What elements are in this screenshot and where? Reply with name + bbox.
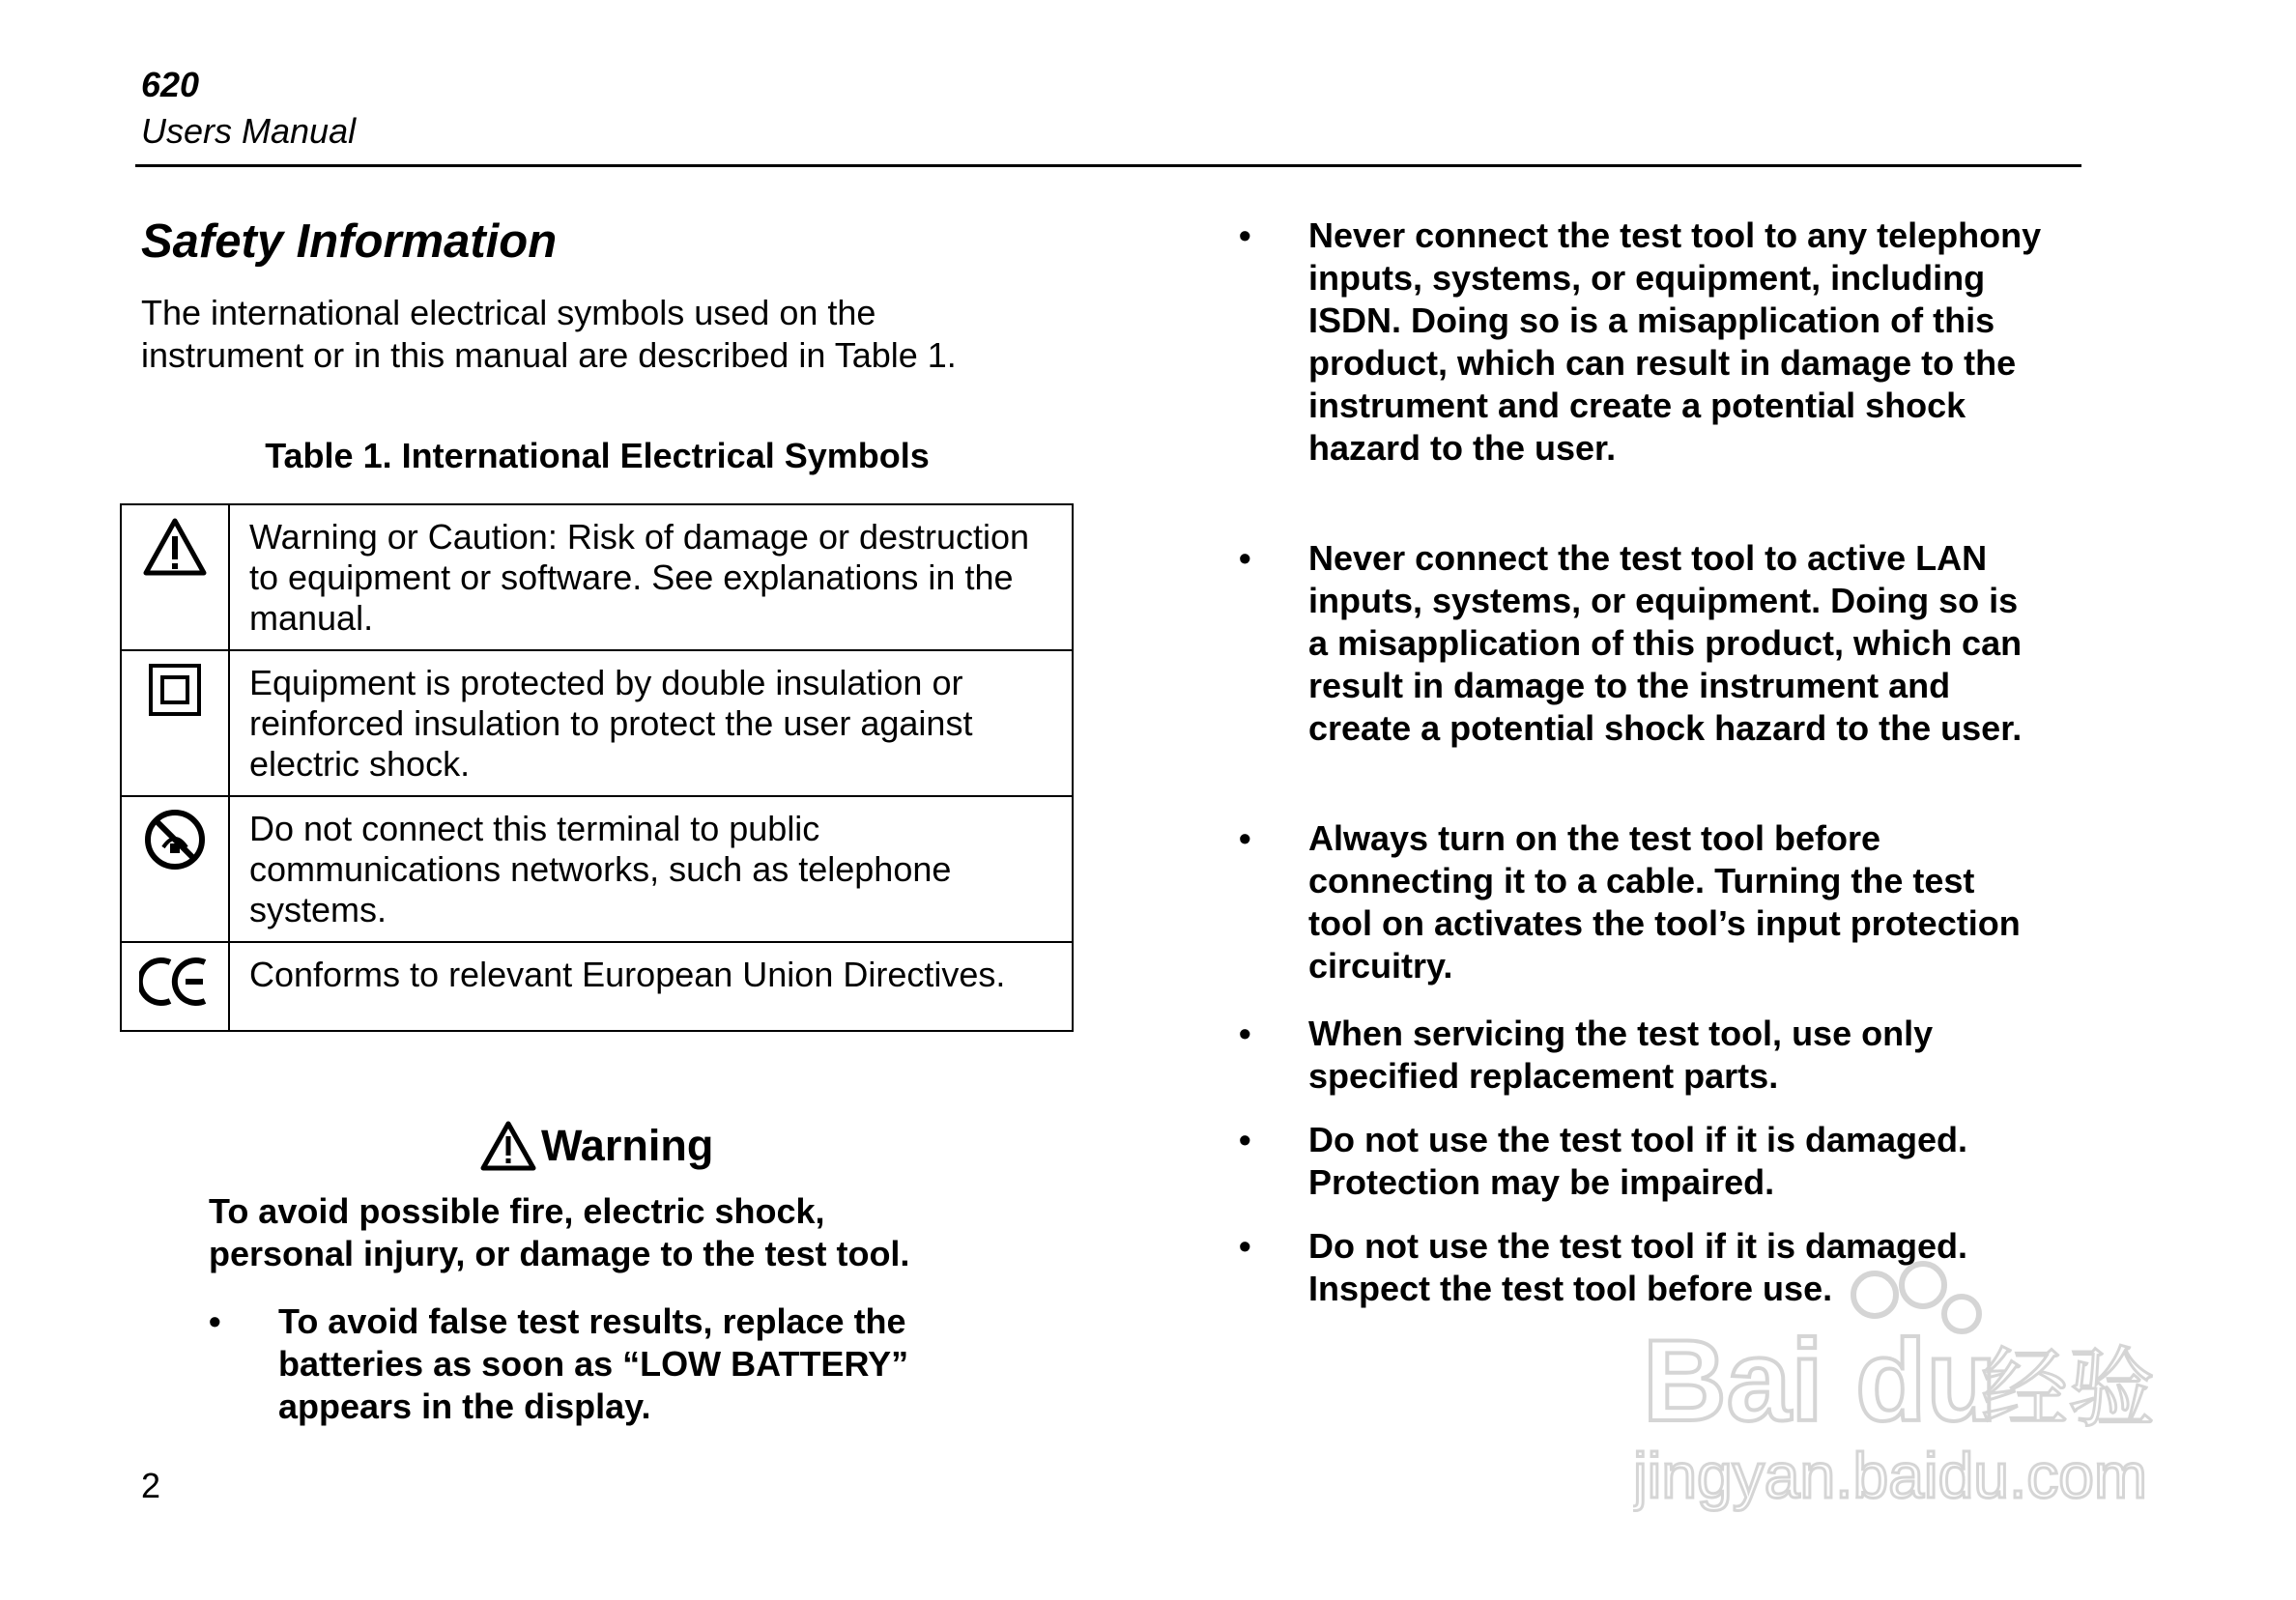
bullet-mark: •	[1239, 1014, 1251, 1053]
warning-triangle-icon	[479, 1120, 537, 1172]
table-row	[121, 504, 1073, 650]
warning-heading	[479, 1116, 713, 1176]
section-title: Safety Information	[141, 215, 558, 268]
symbols-table	[120, 503, 1074, 1032]
warning-triangle-icon	[142, 517, 208, 577]
symbol-description: Equipment is protected by double insulation or reinforced insulation to protect the user against electric shock.	[229, 650, 1073, 796]
double-insulation-icon	[148, 663, 202, 717]
no-telecom-connection-icon	[144, 809, 206, 871]
list-item-text: To avoid false test results, replace the batteries as soon as “LOW BATTERY” appears in the display.	[278, 1301, 909, 1426]
bullet-mark: •	[1239, 538, 1251, 578]
symbol-cell	[121, 796, 229, 942]
symbol-description: Warning or Caution: Risk of damage or destruction to equipment or software. See explanations in the manual.	[229, 504, 1073, 650]
list-item-text: Do not use the test tool if it is damaged. Protection may be impaired.	[1308, 1120, 1968, 1202]
bullet-mark: •	[1239, 215, 1251, 255]
baidu-watermark-logo	[1633, 1256, 2174, 1527]
list-item-text: Never connect the test tool to active LAN inputs, systems, or equipment. Doing so is a misapplication of this product, which can result in damage to the instrument and create a potential shock hazard to the user.	[1308, 538, 2023, 748]
table-row	[121, 796, 1073, 942]
symbol-cell	[121, 504, 229, 650]
bullet-mark: •	[209, 1301, 221, 1341]
symbol-description: Do not connect this terminal to public communications networks, such as telephone systems.	[229, 796, 1073, 942]
svg-text:Bai du: Bai du	[1643, 1316, 1997, 1445]
manual-subtitle: Users Manual	[141, 111, 357, 151]
symbol-cell	[121, 650, 229, 796]
header-divider	[135, 164, 2081, 167]
manual-model-number: 620	[141, 65, 200, 104]
warning-intro: To avoid possible fire, electric shock, personal injury, or damage to the test tool.	[209, 1191, 910, 1273]
symbol-description: Conforms to relevant European Union Directives.	[229, 942, 1073, 1031]
table-row	[121, 942, 1073, 1031]
list-item-text: Always turn on the test tool before connecting it to a cable. Turning the test tool on activates the tool’s input protection circuitry.	[1308, 818, 2021, 986]
page-number: 2	[141, 1466, 161, 1505]
list-item-text: Do not use the test tool if it is damaged. Inspect the test tool before use.	[1308, 1226, 1968, 1308]
intro-paragraph: The international electrical symbols used on the instrument or in this manual are described in Table 1.	[141, 293, 957, 375]
list-item-text: Never connect the test tool to any telephony inputs, systems, or equipment, including ISDN. Doing so is a misapplication of this product, which can result in damage to the instrument and create a potential shock hazard to the user.	[1308, 215, 2042, 468]
table-row	[121, 650, 1073, 796]
bullet-mark: •	[1239, 818, 1251, 858]
table-caption: Table 1. International Electrical Symbols	[265, 436, 930, 475]
svg-text:jingyan.baidu.com: jingyan.baidu.com	[1633, 1440, 2147, 1511]
list-item-text: When servicing the test tool, use only specified replacement parts.	[1308, 1014, 1934, 1096]
bullet-mark: •	[1239, 1120, 1251, 1159]
ce-mark-icon	[139, 955, 211, 1009]
warning-heading-text: Warning	[541, 1121, 714, 1170]
svg-text:经验: 经验	[1981, 1338, 2155, 1440]
symbol-cell	[121, 942, 229, 1031]
bullet-mark: •	[1239, 1226, 1251, 1266]
